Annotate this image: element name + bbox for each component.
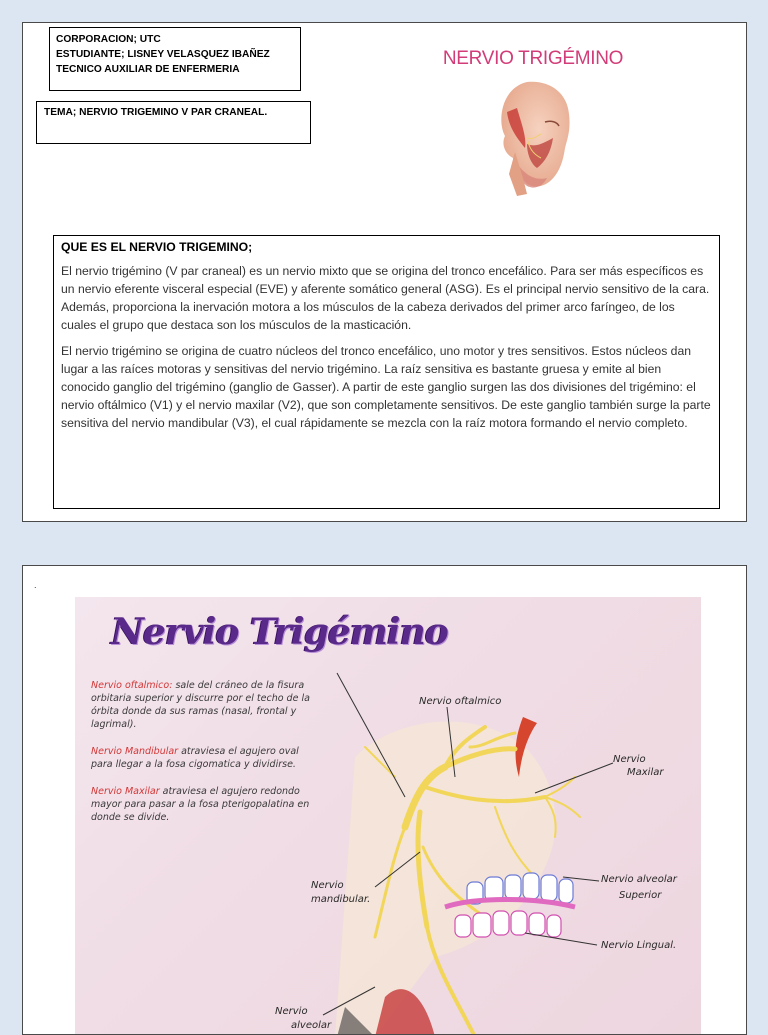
note-maxilar-term: Nervio Maxilar xyxy=(91,786,160,797)
label-nervio-alveolar-2: Superior xyxy=(619,890,662,901)
content-heading: QUE ES EL NERVIO TRIGEMINO; xyxy=(61,240,253,254)
label-nervio-alveolar-inf-2: alveolar xyxy=(291,1020,332,1031)
note-maxilar-text: atraviesa el agujero redondo mayor para pasar a la fosa pterigopalatina en donde se divide. xyxy=(91,786,310,823)
page-marker-dot: . xyxy=(34,580,37,590)
label-nervio-maxilar-2: Maxilar xyxy=(627,767,664,778)
label-nervio-lingual: Nervio Lingual. xyxy=(601,940,677,951)
note-maxilar xyxy=(91,785,311,824)
content-paragraph-1: El nervio trigémino (V par craneal) es un nervio mixto que se origina del tronco encefálico. Para ser más específicos es un nervio eferente visceral especial (EVE) y aferente somático general (ASG). Es el principal nervio sensitivo de la cara. Además, proporciona la inervación motora a los músculos de la cabeza derivados del primer arco faríngeo, de los cuales el grupo que destaca son los músculos de la masticación. xyxy=(61,264,710,332)
card-title: NERVIO TRIGÉMINO xyxy=(442,48,624,69)
header-line-estudiante: ESTUDIANTE; LISNEY VELASQUEZ IBAÑEZ xyxy=(56,49,270,60)
header-info-box xyxy=(49,27,301,91)
content-paragraph-2: El nervio trigémino se origina de cuatro núcleos del tronco encefálico, uno motor y tres sensitivos. Estos núcleos dan lugar a las raíces motoras y sensitivas del nervio trigémino. La raíz sensitiva es bastante gruesa y emite al bien conocido ganglio del trigémino (ganglio de Gasser). A partir de este ganglio surgen las dos divisiones del trigémino: el nervio oftálmico (V1) y el nervio maxilar (V2), que son completamente sensitivos. De este ganglio también surge la parte sensitiva del nervio mandibular (V3), el cual rápidamente se mezcla con la raíz motora formando el nervio completo. xyxy=(61,344,711,430)
label-nervio-maxilar-1: Nervio xyxy=(613,754,646,765)
note-oftalmico xyxy=(91,679,311,731)
label-nervio-mandibular-1: Nervio xyxy=(311,880,344,891)
header-line-tecnico: TECNICO AUXILIAR DE ENFERMERIA xyxy=(56,64,240,75)
note-mandibular-term: Nervio Mandibular xyxy=(91,746,179,757)
title-card-image xyxy=(431,28,635,220)
document-page-2 xyxy=(22,565,747,1035)
document-page-1 xyxy=(22,22,747,522)
tema-text: TEMA; NERVIO TRIGEMINO V PAR CRANEAL. xyxy=(44,107,268,118)
content-box xyxy=(53,235,720,509)
note-oftalmico-term: Nervio oftalmico: xyxy=(91,680,173,691)
note-oftalmico-text: sale del cráneo de la fisura orbitaria superior y discurre por el techo de la órbita donde da sus ramas (nasal, frontal y lagrimal). xyxy=(91,680,310,730)
label-nervio-alveolar-inf-1: Nervio xyxy=(275,1006,308,1017)
head-anatomy-illustration xyxy=(487,78,577,200)
label-nervio-oftalmico: Nervio oftalmico xyxy=(419,696,502,707)
header-line-corporacion: CORPORACION; UTC xyxy=(56,34,161,45)
note-mandibular-text: atraviesa el agujero oval para llegar a la fosa cigomatica y dividirse. xyxy=(91,746,299,770)
trigeminal-drawing xyxy=(75,597,701,1035)
note-mandibular xyxy=(91,745,311,771)
label-nervio-alveolar-1: Nervio alveolar xyxy=(601,874,677,885)
tema-box xyxy=(36,101,311,144)
label-nervio-mandibular-2: mandibular. xyxy=(311,894,371,905)
drawing-title: Nervio Trigémino xyxy=(111,611,448,653)
